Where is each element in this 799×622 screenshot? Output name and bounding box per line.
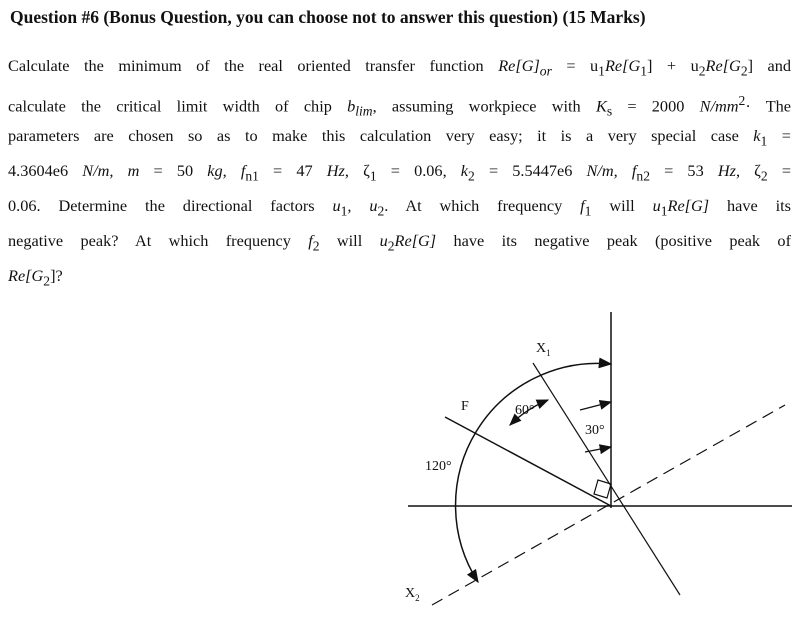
- right-angle-marker: [594, 480, 611, 498]
- force-label: F: [461, 399, 469, 414]
- question-line-6: negative peak? At which frequency $f_2$ will $u_2Re[G]$ have its negative peak (positive peak of: [8, 231, 791, 254]
- x1-label: $X_1$: [536, 341, 551, 358]
- question-line-4: 4.3604e6 N/m, m = 50 kg, $f_{n1} = 47$ Hz, $\zeta_1 = 0.06$, $k_2 = 5.5447e6$ N/m, $f_{n2} = 53$ Hz, $\zeta_2$ =: [8, 161, 792, 184]
- x2-label: $X_2$: [405, 586, 420, 603]
- question-line-2: calculate the critical limit width of chip $b_{lim}$, assuming workpiece with $K_s = 2000$ $N/mm^2\cdot$ The: [8, 93, 792, 119]
- x1-direction-line: [533, 363, 680, 595]
- angle-30-label: 30°: [585, 423, 605, 438]
- question-title: Question #6 (Bonus Question, you can choose not to answer this question) (15 Marks): [10, 7, 646, 27]
- angle-arc-120: [456, 363, 611, 582]
- angle-120-label: 120°: [425, 459, 452, 474]
- question-line-1: Calculate the minimum of the real oriented transfer function $Re[G]_{or} = u_1Re[G_1] + u_2Re[G_2]$ and: [8, 56, 792, 79]
- question-line-5: 0.06. Determine the directional factors $u_1$, $u_2$. At which frequency $f_1$ will $u_1Re[G]$ have its: [8, 196, 791, 219]
- angle-60-label: 60°: [515, 403, 535, 418]
- question-line-3: parameters are chosen so as to make this calculation very easy; it is a very special case $k_1$ =: [8, 126, 791, 149]
- angle-arrow-30-lower: [585, 447, 611, 452]
- question-line-7: $Re[G_2]$?: [8, 266, 63, 289]
- angle-arrow-30-upper: [580, 402, 611, 410]
